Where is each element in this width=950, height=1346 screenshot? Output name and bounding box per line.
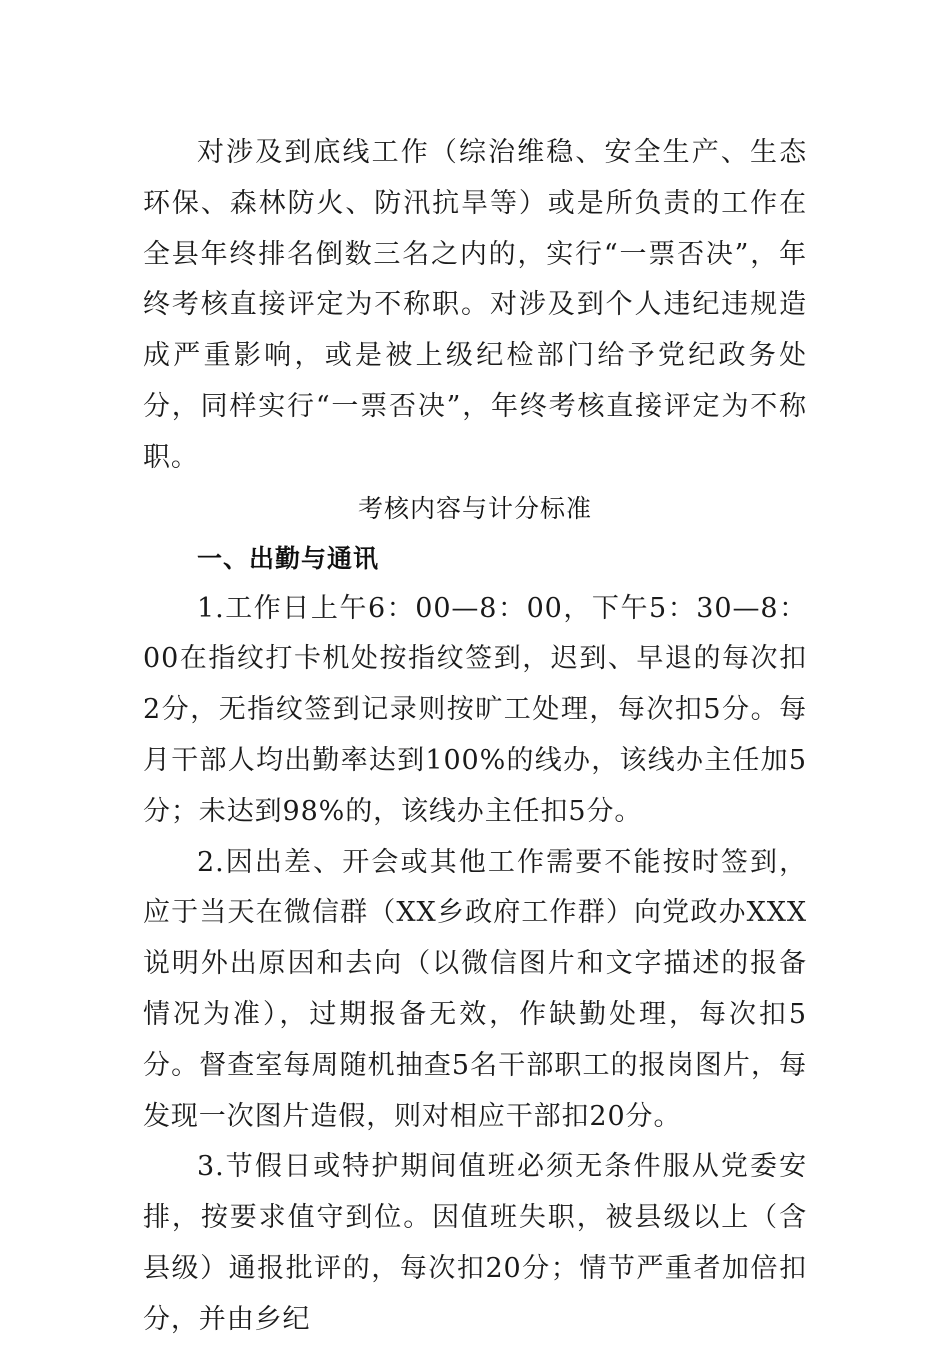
section-heading: 一、出勤与通讯 bbox=[197, 543, 380, 573]
list-item-1: 1.工作日上午6：00—8：00，下午5：30—8：00在指纹打卡机处按指纹签到，迟到、早退的每次扣2分，无指纹签到记录则按旷工处理，每次扣5分。每月干部人均出勤率达到100%的线办，该线办主任加5分；未达到98%的，该线办主任扣5分。 bbox=[143, 592, 807, 827]
document-page bbox=[143, 128, 807, 1346]
list-item-3: 3.节假日或特护期间值班必须无条件服从党委安排，按要求值守到位。因值班失职，被县级以上（含县级）通报批评的，每次扣20分；情节严重者加倍扣分，并由乡纪 bbox=[143, 1151, 807, 1335]
section-title: 考核内容与计分标准 bbox=[357, 493, 592, 523]
list-item-2: 2.因出差、开会或其他工作需要不能按时签到，应于当天在微信群（XX乡政府工作群）向党政办XXX说明外出原因和去向（以微信图片和文字描述的报备情况为准），过期报备无效，作缺勤处理，每次扣5分。督查室每周随机抽查5名干部职工的报岗图片，每发现一次图片造假，则对相应干部扣20分。 bbox=[143, 846, 807, 1132]
intro-paragraph: 对涉及到底线工作（综治维稳、安全生产、生态环保、森林防火、防汛抗旱等）或是所负责的工作在全县年终排名倒数三名之内的，实行“一票否决”，年终考核直接评定为不称职。对涉及到个人违纪违规造成严重影响，或是被上级纪检部门给予党纪政务处分，同样实行“一票否决”，年终考核直接评定为不称职。 bbox=[143, 137, 807, 473]
